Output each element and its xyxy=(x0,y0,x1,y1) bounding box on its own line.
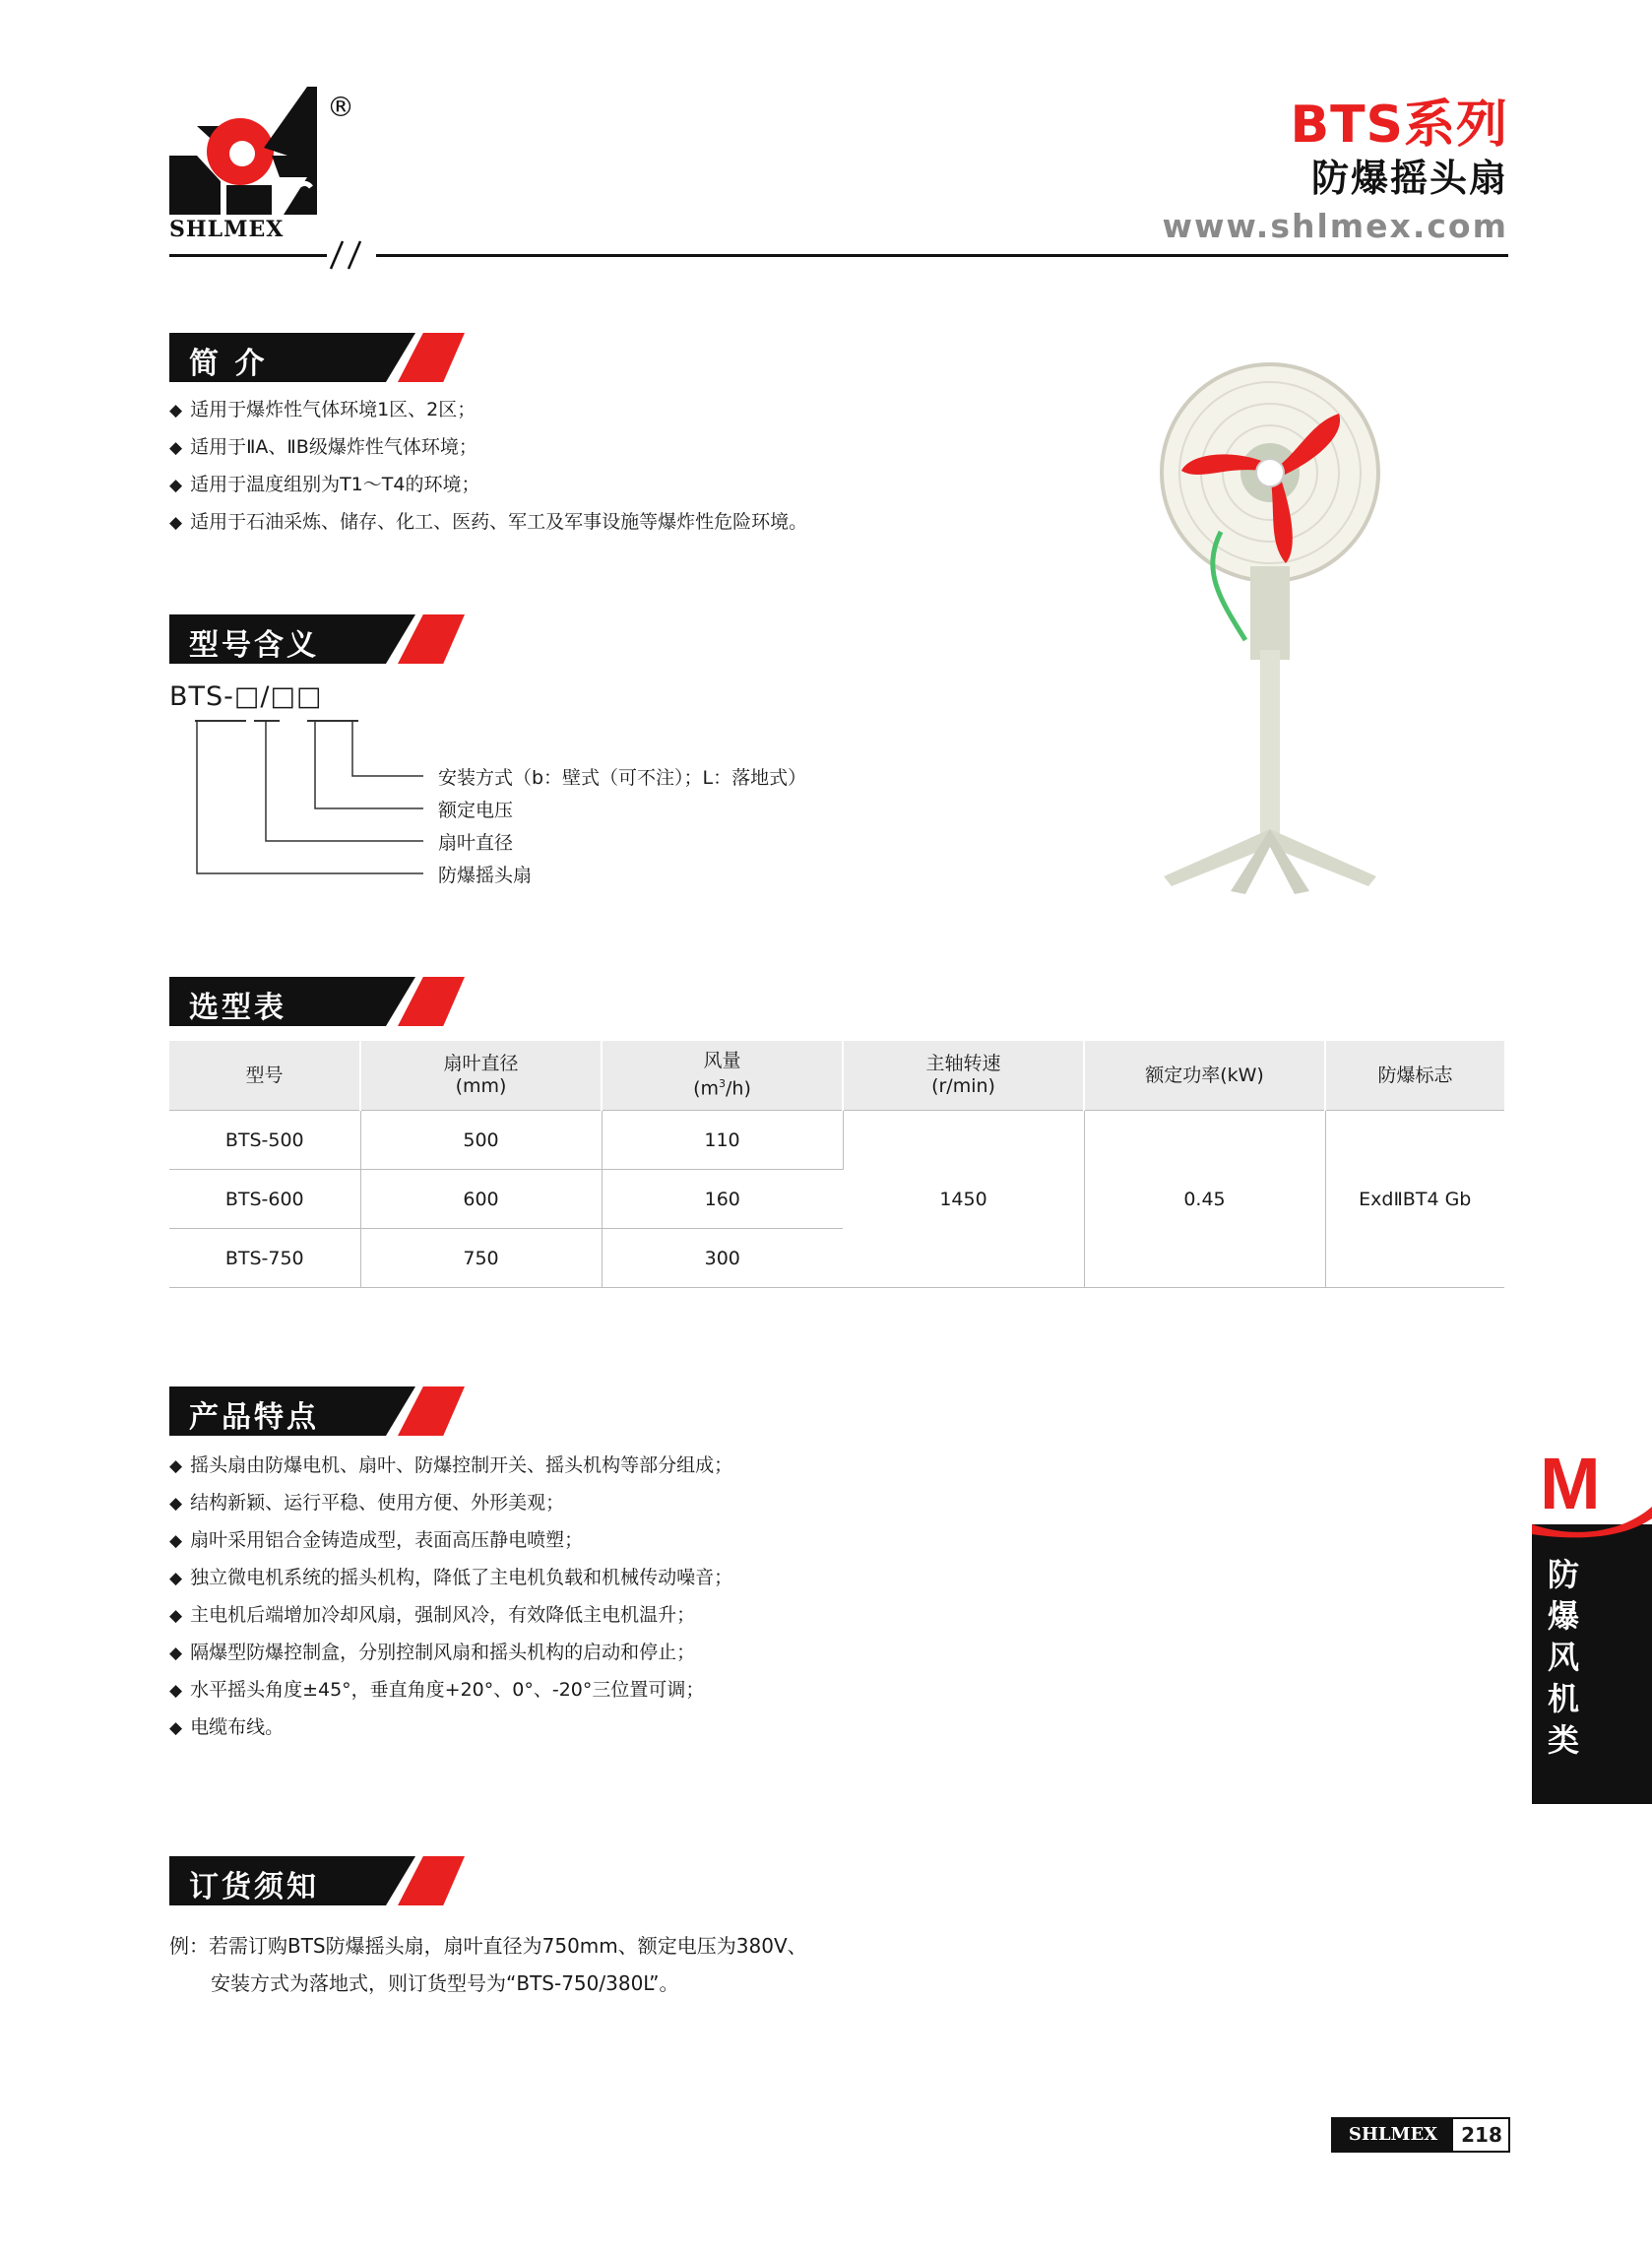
cell-power: 0.45 xyxy=(1084,1111,1325,1288)
cell-diameter: 600 xyxy=(360,1170,602,1229)
cell-airflow: 300 xyxy=(602,1229,843,1288)
model-label-voltage: 额定电压 xyxy=(438,800,514,821)
order-example xyxy=(169,1927,807,2002)
list-item: ◆ 适用于石油采炼、储存、化工、医药、军工及军事设施等爆炸性危险环境。 xyxy=(169,504,807,542)
list-item: ◆ 隔爆型防爆控制盒，分别控制风扇和摇头机构的启动和停止； xyxy=(169,1635,732,1672)
selection-table xyxy=(169,1041,1504,1288)
cell-mark: ExdⅡBT4 Gb xyxy=(1325,1111,1504,1288)
col-header-speed: 主轴转速 (r/min) xyxy=(843,1041,1084,1111)
side-tab-category: 防爆风机类 xyxy=(1548,1556,1580,1759)
model-label-mounting: 安装方式（b：壁式（可不注）；L：落地式） xyxy=(438,767,807,789)
section-header-selection: 选型表 xyxy=(169,977,465,1026)
cell-diameter: 750 xyxy=(360,1229,602,1288)
list-item: ◆ 电缆布线。 xyxy=(169,1709,732,1747)
section-header-order: 订货须知 xyxy=(169,1856,465,1905)
intro-list xyxy=(169,392,807,542)
model-code: BTS-□/□□ xyxy=(169,681,323,712)
cell-airflow: 110 xyxy=(602,1111,843,1170)
cell-model: BTS-750 xyxy=(169,1229,360,1288)
divider-slash-icon xyxy=(327,240,376,270)
order-line-2: 安装方式为落地式，则订货型号为“BTS-750/380L”。 xyxy=(211,1971,679,1995)
model-label-type: 防爆摇头扇 xyxy=(438,865,533,886)
list-item: ◆ 水平摇头角度±45°，垂直角度+20°、0°、-20°三位置可调； xyxy=(169,1672,732,1709)
col-header-model: 型号 xyxy=(169,1041,360,1111)
page-number: 218 xyxy=(1461,2123,1502,2147)
footer-brand: SHLMEX xyxy=(1333,2119,1453,2151)
col-header-airflow: 风量 $(m^3/h)$ xyxy=(602,1041,843,1111)
list-item: ◆ 适用于爆炸性气体环境1区、2区； xyxy=(169,392,807,429)
model-code-connectors xyxy=(187,720,433,877)
list-item: ◆ 主电机后端增加冷却风扇，强制风冷，有效降低主电机温升； xyxy=(169,1597,732,1635)
cell-speed: 1450 xyxy=(843,1111,1084,1288)
model-label-diameter: 扇叶直径 xyxy=(438,832,514,854)
order-line-1: 例：若需订购BTS防爆摇头扇，扇叶直径为750mm、额定电压为380V、 xyxy=(169,1934,807,1958)
product-subtitle: 防爆摇头扇 xyxy=(1310,157,1508,200)
list-item: ◆ 适用于温度组别为T1～T4的环境； xyxy=(169,467,807,504)
fan-product-image xyxy=(1152,355,1388,906)
col-header-diameter: 扇叶直径 (mm) xyxy=(360,1041,602,1111)
side-tab-letter: M xyxy=(1540,1443,1601,1524)
side-tab-swoosh-icon xyxy=(1532,1505,1652,1540)
cell-model: BTS-500 xyxy=(169,1111,360,1170)
list-item: ◆ 扇叶采用铝合金铸造成型，表面高压静电喷塑； xyxy=(169,1522,732,1560)
table-row xyxy=(169,1111,1504,1170)
section-header-intro: 简 介 xyxy=(169,333,465,382)
brand-wordmark: SHLMEX xyxy=(169,217,285,242)
col-header-mark: 防爆标志 xyxy=(1325,1041,1504,1111)
cell-airflow: 160 xyxy=(602,1170,843,1229)
website-url[interactable]: www.shlmex.com xyxy=(1162,207,1508,245)
registered-mark: ® xyxy=(327,91,354,123)
cell-model: BTS-600 xyxy=(169,1170,360,1229)
list-item: ◆ 独立微电机系统的摇头机构，降低了主电机负载和机械传动噪音； xyxy=(169,1560,732,1597)
cell-diameter: 500 xyxy=(360,1111,602,1170)
list-item: ◆ 结构新颖、运行平稳、使用方便、外形美观； xyxy=(169,1485,732,1522)
list-item: ◆ 适用于ⅡA、ⅡB级爆炸性气体环境； xyxy=(169,429,807,467)
col-header-power: 额定功率(kW) xyxy=(1084,1041,1325,1111)
footer-page-marker xyxy=(1331,2117,1510,2153)
section-header-model: 型号含义 xyxy=(169,614,465,664)
series-title: BTS系列 xyxy=(1290,96,1508,155)
list-item: ◆ 摇头扇由防爆电机、扇叶、防爆控制开关、摇头机构等部分组成； xyxy=(169,1448,732,1485)
features-list xyxy=(169,1448,732,1747)
section-header-features: 产品特点 xyxy=(169,1386,465,1436)
